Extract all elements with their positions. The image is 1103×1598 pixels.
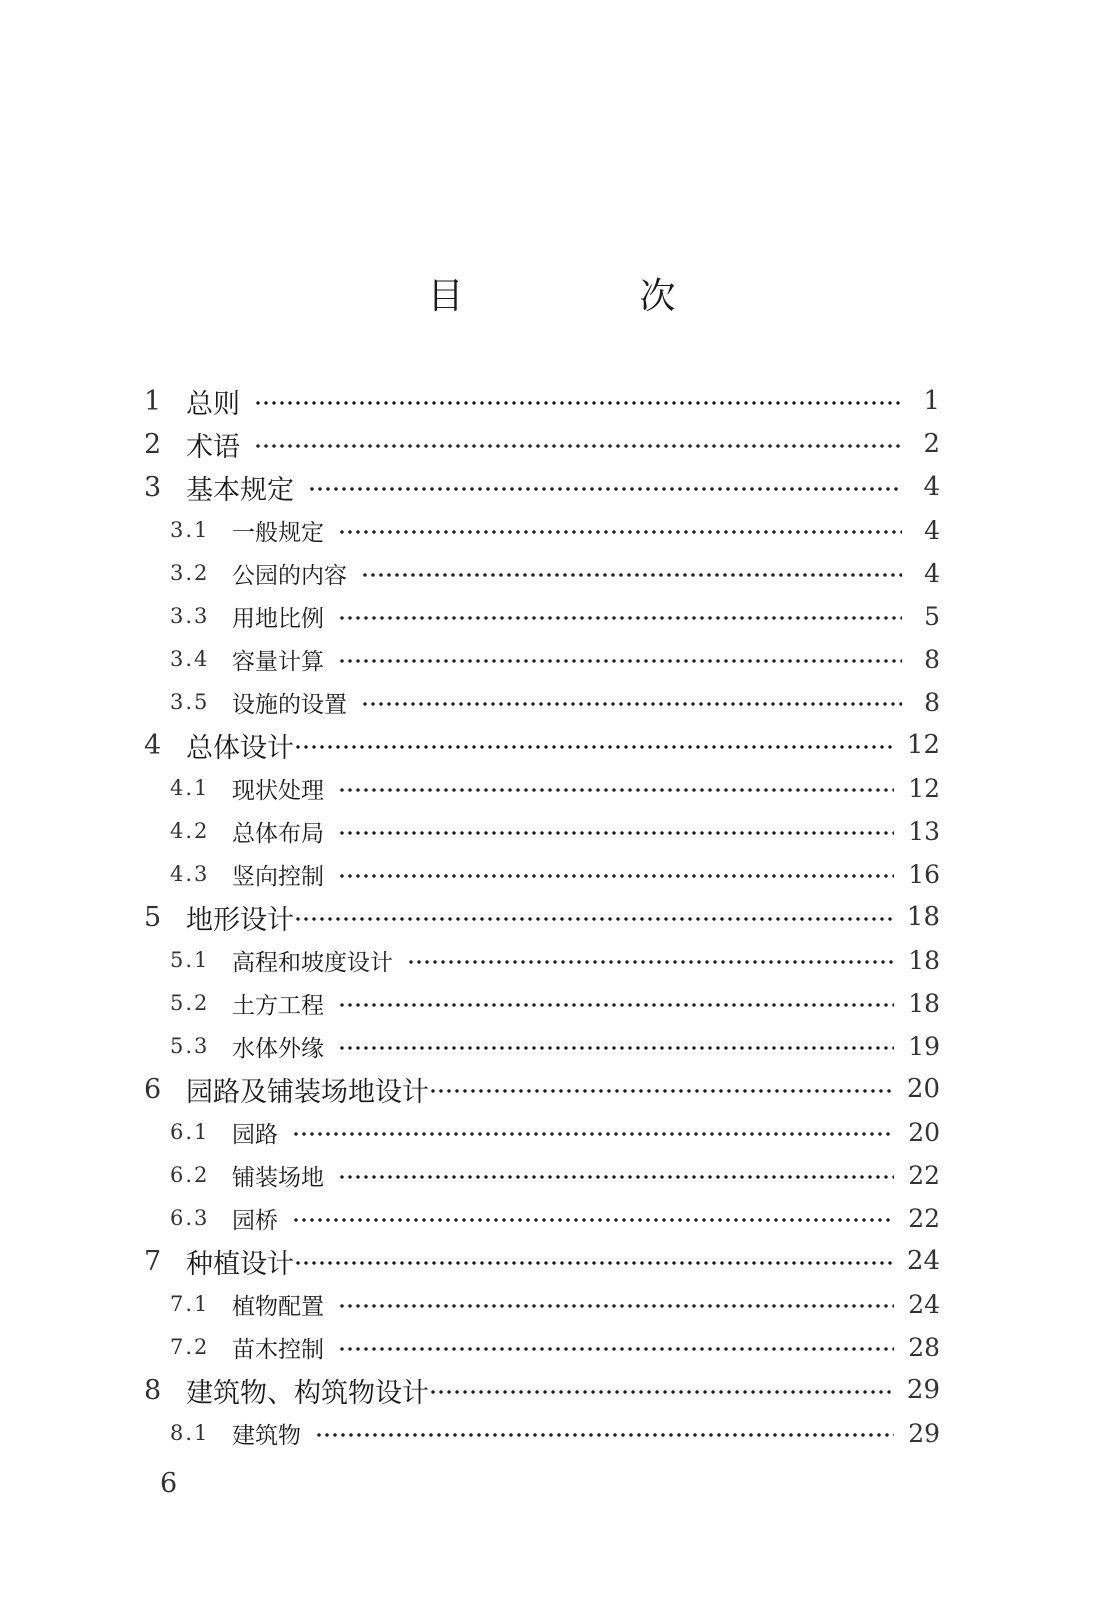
toc-entry-page: 28	[908, 1332, 940, 1362]
toc-entry-number: 6	[144, 1073, 162, 1105]
toc-section-entry	[170, 1284, 940, 1324]
toc-entry-number: 4.2	[170, 819, 210, 843]
toc-entry-page: 22	[908, 1203, 940, 1233]
toc-entry-page: 13	[908, 816, 940, 846]
toc-entry-title: 容量计算	[232, 648, 324, 675]
toc-entry-page: 18	[906, 902, 940, 932]
toc-entry-page: 29	[908, 1418, 940, 1448]
toc-entry-title: 苗木控制	[232, 1336, 324, 1363]
toc-dot-leader	[361, 701, 902, 707]
toc-entry-title: 水体外缘	[232, 1035, 324, 1062]
toc-dot-leader	[429, 1389, 893, 1395]
toc-dot-leader	[338, 873, 894, 879]
toc-section-entry	[170, 940, 940, 980]
toc-entry-title: 竖向控制	[232, 863, 324, 890]
toc-entry-title: 高程和坡度设计	[232, 949, 393, 976]
toc-entry-page: 4	[924, 558, 940, 588]
toc-section-entry	[170, 682, 940, 722]
toc-entry-page: 5	[924, 601, 940, 631]
toc-chapter-entry	[144, 467, 940, 507]
toc-entry-title: 地形设计	[186, 904, 294, 936]
toc-entry-title: 种植设计	[186, 1248, 294, 1280]
toc-entry-page: 22	[908, 1160, 940, 1190]
toc-entry-title: 一般规定	[232, 519, 324, 546]
toc-entry-page: 20	[908, 1117, 940, 1147]
toc-entry-page: 18	[908, 945, 940, 975]
toc-entry-page: 24	[906, 1246, 940, 1276]
toc-entry-title: 土方工程	[232, 992, 324, 1019]
toc-entry-number: 5.2	[170, 991, 210, 1015]
toc-section-entry	[170, 1112, 940, 1152]
toc-chapter-entry	[144, 725, 940, 765]
toc-entry-number: 6.2	[170, 1163, 210, 1187]
toc-section-entry	[170, 983, 940, 1023]
toc-entry-title: 园路	[232, 1121, 278, 1148]
toc-dot-leader	[292, 1217, 894, 1223]
toc-section-entry	[170, 1198, 940, 1238]
toc-dot-leader	[338, 658, 902, 664]
toc-dot-leader	[338, 615, 902, 621]
toc-entry-page: 18	[908, 988, 940, 1018]
toc-dot-leader	[338, 1346, 894, 1352]
toc-entry-number: 3.3	[170, 604, 210, 628]
toc-section-entry	[170, 1327, 940, 1367]
toc-entry-number: 7.2	[170, 1335, 210, 1359]
toc-entry-title: 总体布局	[232, 820, 324, 847]
toc-entry-page: 1	[923, 386, 940, 416]
toc-entry-title: 建筑物	[232, 1422, 301, 1449]
toc-chapter-entry	[144, 1241, 940, 1281]
toc-dot-leader	[338, 830, 894, 836]
toc-dot-leader	[338, 1045, 894, 1051]
toc-entry-number: 3	[144, 471, 162, 503]
toc-section-entry	[170, 768, 940, 808]
toc-entry-title: 用地比例	[232, 605, 324, 632]
toc-entry-number: 2	[144, 428, 162, 460]
toc-dot-leader	[429, 1088, 893, 1094]
toc-entry-number: 3.2	[170, 561, 210, 585]
page-number: 6	[160, 1468, 178, 1499]
toc-entry-page: 29	[906, 1375, 940, 1405]
toc-dot-leader	[338, 1002, 894, 1008]
toc-chapter-entry	[144, 897, 940, 937]
toc-entry-title: 总则	[186, 388, 240, 420]
toc-chapter-entry	[144, 1370, 940, 1410]
toc-entry-number: 6.3	[170, 1206, 210, 1230]
toc-entry-title: 公园的内容	[232, 562, 347, 589]
toc-entry-number: 4	[144, 729, 162, 761]
toc-chapter-entry	[144, 1069, 940, 1109]
toc-entry-page: 16	[908, 859, 940, 889]
toc-entry-number: 4.3	[170, 862, 210, 886]
toc-dot-leader	[338, 787, 894, 793]
toc-entry-page: 12	[906, 730, 940, 760]
toc-dot-leader	[308, 486, 902, 492]
toc-entry-page: 8	[924, 687, 940, 717]
toc-entry-number: 5	[144, 901, 162, 933]
toc-section-entry	[170, 1026, 940, 1066]
toc-entry-number: 1	[144, 385, 162, 417]
toc-dot-leader	[315, 1432, 894, 1438]
toc-entry-number: 7.1	[170, 1292, 210, 1316]
toc-entry-number: 5.3	[170, 1034, 210, 1058]
toc-entry-page: 4	[924, 515, 940, 545]
toc-entry-number: 8.1	[170, 1421, 210, 1445]
toc-dot-leader	[254, 443, 902, 449]
toc-section-entry	[170, 639, 940, 679]
toc-entry-page: 4	[923, 472, 940, 502]
toc-entry-title: 建筑物、构筑物设计	[186, 1377, 429, 1409]
toc-dot-leader	[254, 400, 902, 406]
toc-dot-leader	[294, 744, 893, 750]
toc-entry-title: 植物配置	[232, 1293, 324, 1320]
toc-dot-leader	[292, 1131, 894, 1137]
toc-entry-title: 总体设计	[186, 732, 294, 764]
toc-dot-leader	[361, 572, 902, 578]
toc-entry-title: 设施的设置	[232, 691, 347, 718]
toc-section-entry	[170, 1155, 940, 1195]
toc-section-entry	[170, 811, 940, 851]
toc-entry-number: 7	[144, 1245, 162, 1277]
toc-entry-page: 19	[908, 1031, 940, 1061]
toc-entry-number: 5.1	[170, 948, 210, 972]
toc-section-entry	[170, 1413, 940, 1453]
toc-entry-title: 基本规定	[186, 474, 294, 506]
toc-section-entry	[170, 854, 940, 894]
toc-dot-leader	[407, 959, 894, 965]
toc-entry-title: 术语	[186, 431, 240, 463]
toc-entry-number: 3.1	[170, 518, 210, 542]
toc-entry-number: 4.1	[170, 776, 210, 800]
toc-entry-page: 12	[908, 773, 940, 803]
toc-section-entry	[170, 596, 940, 636]
toc-entry-title: 现状处理	[232, 777, 324, 804]
toc-entry-page: 24	[908, 1289, 940, 1319]
toc-entry-number: 8	[144, 1374, 162, 1406]
page-title: 目 次	[427, 276, 746, 317]
toc-entry-title: 园桥	[232, 1207, 278, 1234]
toc-section-entry	[170, 510, 940, 550]
toc-dot-leader	[338, 1174, 894, 1180]
toc-entry-number: 3.5	[170, 690, 210, 714]
toc-entry-page: 2	[923, 429, 940, 459]
toc-dot-leader	[338, 529, 902, 535]
toc-chapter-entry	[144, 381, 940, 421]
toc-entry-number: 6.1	[170, 1120, 210, 1144]
toc-chapter-entry	[144, 424, 940, 464]
toc-entry-title: 园路及铺装场地设计	[186, 1076, 429, 1108]
toc-dot-leader	[294, 1260, 893, 1266]
toc-entry-page: 8	[924, 644, 940, 674]
toc-entry-page: 20	[906, 1074, 940, 1104]
toc-dot-leader	[338, 1303, 894, 1309]
toc-section-entry	[170, 553, 940, 593]
toc-dot-leader	[294, 916, 893, 922]
toc-entry-title: 铺装场地	[232, 1164, 324, 1191]
toc-entry-number: 3.4	[170, 647, 210, 671]
